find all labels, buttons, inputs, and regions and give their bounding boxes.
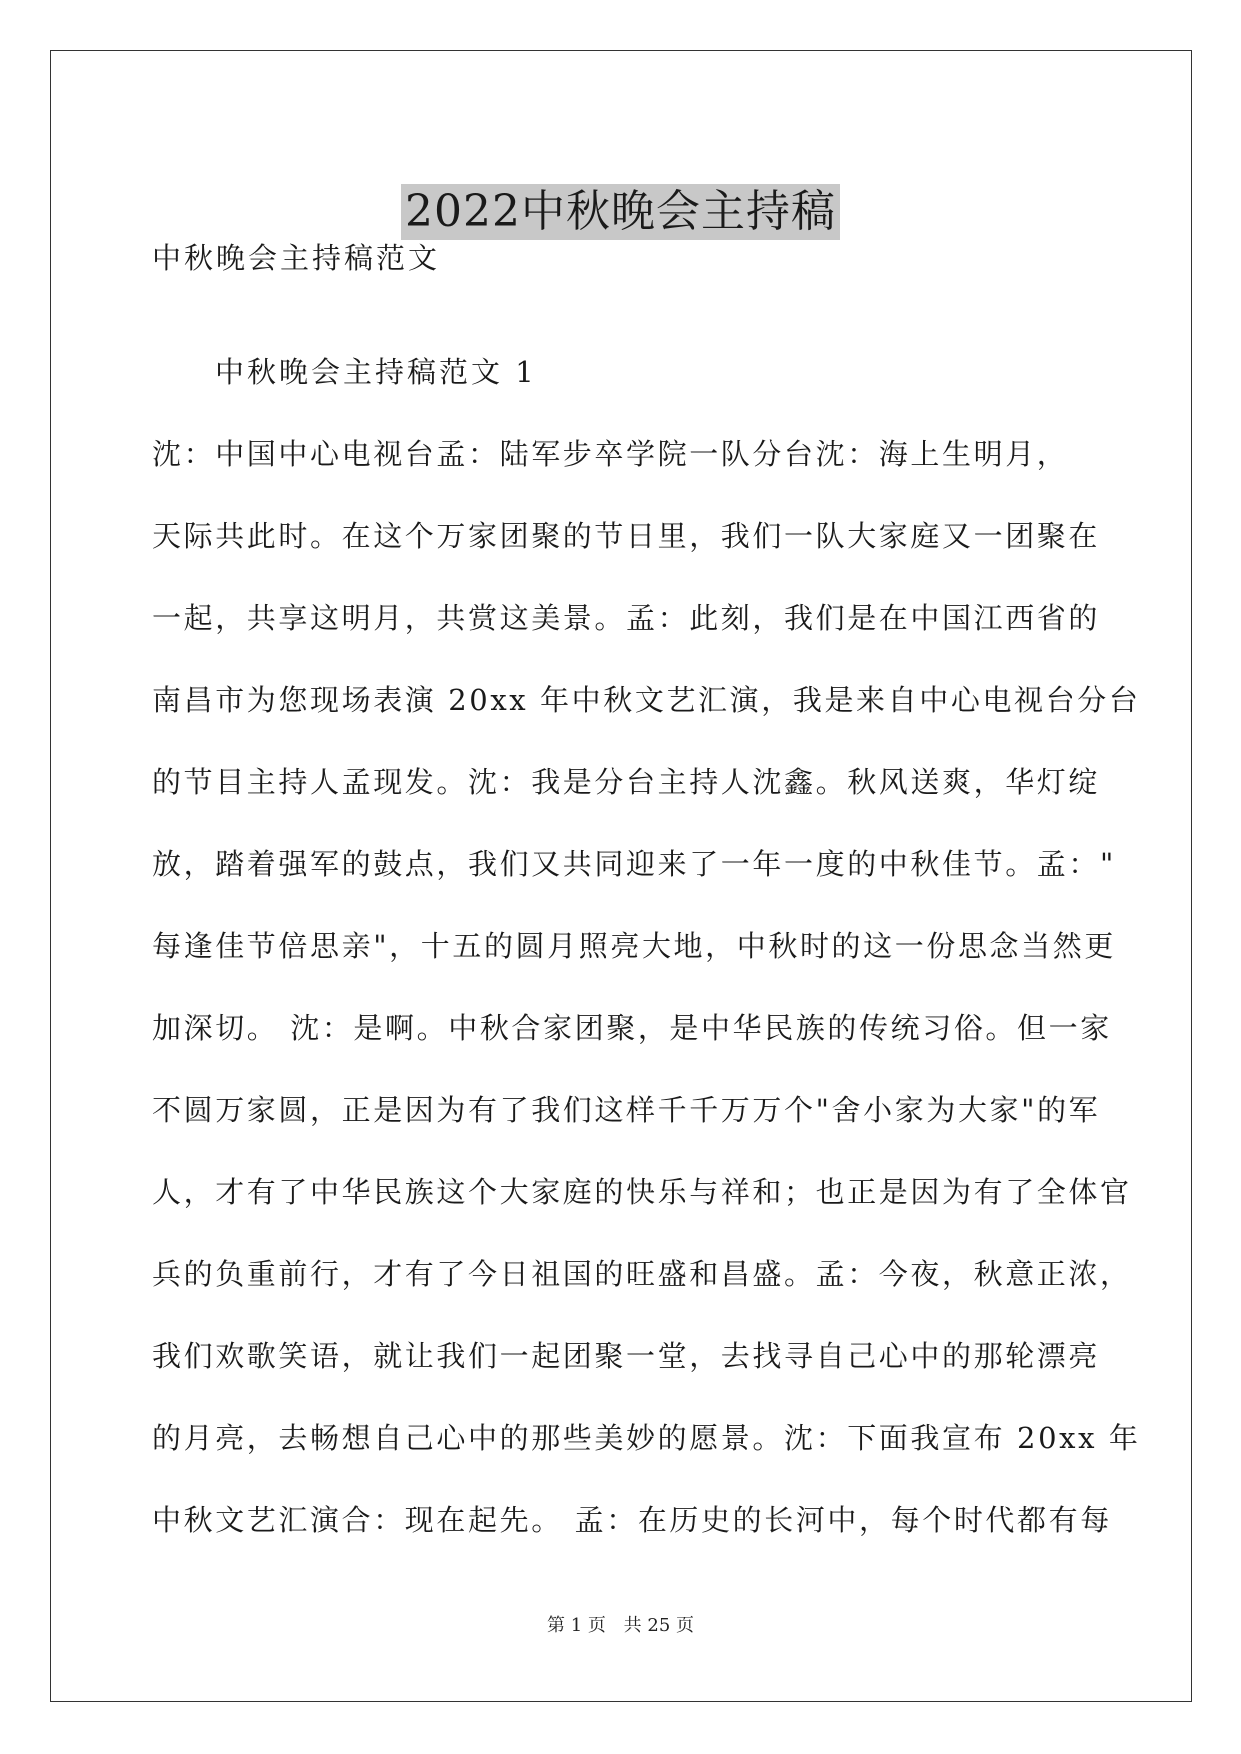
body-line: 南昌市为您现场表演 20xx 年中秋文艺汇演，我是来自中心电视台分台 <box>152 683 1141 717</box>
page-footer <box>0 1614 1241 1638</box>
document-title: 2022中秋晚会主持稿 <box>401 184 840 240</box>
body-line: 的月亮，去畅想自己心中的那些美妙的愿景。沈：下面我宣布 20xx 年 <box>152 1421 1141 1455</box>
body-text <box>152 434 1141 1582</box>
body-line: 放，踏着强军的鼓点，我们又共同迎来了一年一度的中秋佳节。孟：" <box>152 847 1116 881</box>
body-line: 加深切。 沈：是啊。中秋合家团聚，是中华民族的传统习俗。但一家 <box>152 1011 1112 1045</box>
body-line: 兵的负重前行，才有了今日祖国的旺盛和昌盛。孟：今夜，秋意正浓， <box>152 1257 1132 1291</box>
body-line: 不圆万家圆，正是因为有了我们这样千千万万个"舍小家为大家"的军 <box>152 1093 1101 1127</box>
body-line: 我们欢歌笑语，就让我们一起团聚一堂，去找寻自己心中的那轮漂亮 <box>152 1339 1101 1373</box>
body-line: 中秋文艺汇演合：现在起先。 孟：在历史的长河中，每个时代都有每 <box>152 1503 1112 1537</box>
body-line: 一起，共享这明月，共赏这美景。孟：此刻，我们是在中国江西省的 <box>152 601 1101 635</box>
body-line: 天际共此时。在这个万家团聚的节日里，我们一队大家庭又一团聚在 <box>152 519 1101 553</box>
section-heading: 中秋晚会主持稿范文 1 <box>215 355 537 389</box>
body-line: 人，才有了中华民族这个大家庭的快乐与祥和；也正是因为有了全体官 <box>152 1175 1132 1209</box>
body-line: 的节目主持人孟现发。沈：我是分台主持人沈鑫。秋风送爽，华灯绽 <box>152 765 1101 799</box>
body-line: 每逢佳节倍思亲"，十五的圆月照亮大地，中秋时的这一份思念当然更 <box>152 929 1116 963</box>
document-subtitle: 中秋晚会主持稿范文 <box>152 241 441 275</box>
page-total: 共 25 页 <box>623 1615 694 1636</box>
page-number: 第 1 页 <box>547 1615 606 1636</box>
body-line: 沈：中国中心电视台孟：陆军步卒学院一队分台沈：海上生明月， <box>152 437 1069 471</box>
